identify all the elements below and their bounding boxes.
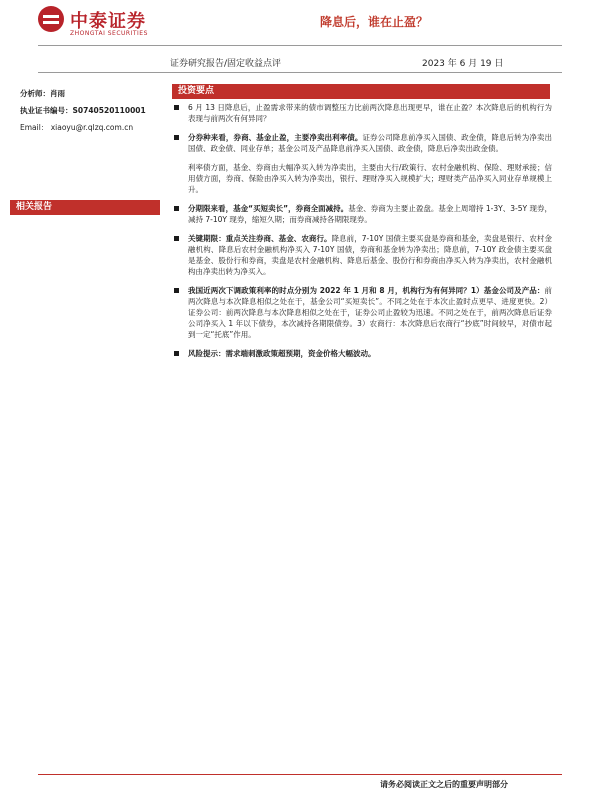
analyst-name: 肖雨	[50, 89, 65, 98]
analyst-info	[20, 88, 170, 139]
logo-icon	[38, 6, 64, 32]
analyst-email-label: Email：	[20, 123, 49, 132]
point-5-bold: 我国近两次下调政策利率的时点分别为 2022 年 1 月和 8 月，机构行为有何异同？1）基金公司及产品：	[188, 286, 545, 295]
logo	[38, 6, 198, 42]
point-4-text: 降息前，7-10Y 国债主要买盘是券商和基金，卖盘是银行、农村金融机构、降息后农村金融机构净买入 7-10Y 国债，券商和基金转为净卖出；降息前，7-10Y 政金债主要买盘是基金、股份行和券商，卖盘是农村金融机构、降息后基金、股份行和券商由净买入转为净卖出，农村金融机构由净卖出转为净买入。	[188, 234, 552, 276]
point-1	[172, 102, 552, 124]
point-3-text: 基金、券商为主要止盈盘。基金上周增持 1-3Y、3-5Y 现券，减持 7-10Y 现券，缩短久期；而券商减持各期限现券。	[188, 204, 552, 224]
subheader-divider	[38, 72, 562, 73]
footer-divider	[38, 774, 562, 775]
key-points-header: 投资要点	[172, 84, 550, 99]
analyst-name-row	[20, 88, 170, 99]
point-2-text: 证券公司降息前净买入国债、政金债，降息后转为净卖出国债、政金债、同业存单；基金公司及产品降息前净买入国债、政金债，降息后净卖出政金债。	[188, 133, 553, 153]
point-2-detail-text: 利率债方面，基金、券商由大幅净买入转为净卖出，主要由大行/政策行、农村金融机构、保险、理财承接；信用债方面，券商、保险由净买入转为净卖出，银行、理财净买入规模扩大；理财类产品净买入同业存单规模上升。	[188, 163, 552, 194]
point-6-bold: 风险提示：需求端刺激政策超预期，资金价格大幅波动。	[188, 349, 376, 358]
analyst-cert: S0740520110001	[72, 106, 146, 115]
point-3	[172, 203, 552, 225]
analyst-cert-row	[20, 105, 170, 116]
point-1-text: 6 月 13 日降息后，止盈需求带来的债市调整压力比前两次降息出现更早，谁在止盈？本次降息后的机构行为表现与前两次有何异同？	[188, 103, 552, 123]
key-points-content	[172, 102, 552, 367]
analyst-name-label: 分析师：	[20, 89, 50, 98]
point-4-bold: 关键期限：重点关注券商、基金、农商行。	[188, 234, 332, 243]
point-5	[172, 285, 552, 340]
logo-text: 中泰证券	[70, 11, 146, 32]
logo-subtext: ZHONGTAI SECURITIES	[70, 30, 148, 37]
point-5-text: 前两次降息与本次降息相似之处在于，基金公司“买短卖长”。不同之处在于本次止盈时点更早、进度更快。2）证券公司：前两次降息与本次降息相似之处在于，证券公司止盈较为迅速。不同之处在于，前两次降息后证券公司净买入 1 年以下债券，本次减持各期限债券。3）农商行：本次降息后农商行“抄底”时间较早，对债市起到一定“托底”作用。	[188, 286, 552, 339]
report-category: 证券研究报告/固定收益点评	[170, 59, 282, 69]
point-2-detail	[172, 162, 552, 195]
header-divider	[38, 45, 562, 46]
related-reports-header: 相关报告	[10, 200, 160, 215]
report-title: 降息后，谁在止盈？	[320, 15, 429, 29]
point-2-bold: 分券种来看，券商、基金止盈，主要净卖出利率债。	[188, 133, 363, 142]
point-6	[172, 348, 552, 359]
report-date: 2023 年 6 月 19 日	[422, 59, 504, 69]
point-3-bold: 分期限来看，基金“买短卖长”，券商全面减持。	[188, 204, 349, 213]
point-4	[172, 233, 552, 277]
footer-disclaimer: 请务必阅读正文之后的重要声明部分	[380, 780, 508, 789]
analyst-email[interactable]: xiaoyu@r.qlzq.com.cn	[50, 123, 134, 132]
point-2	[172, 132, 552, 154]
analyst-email-row	[20, 122, 170, 133]
analyst-cert-label: 执业证书编号：	[20, 106, 73, 115]
